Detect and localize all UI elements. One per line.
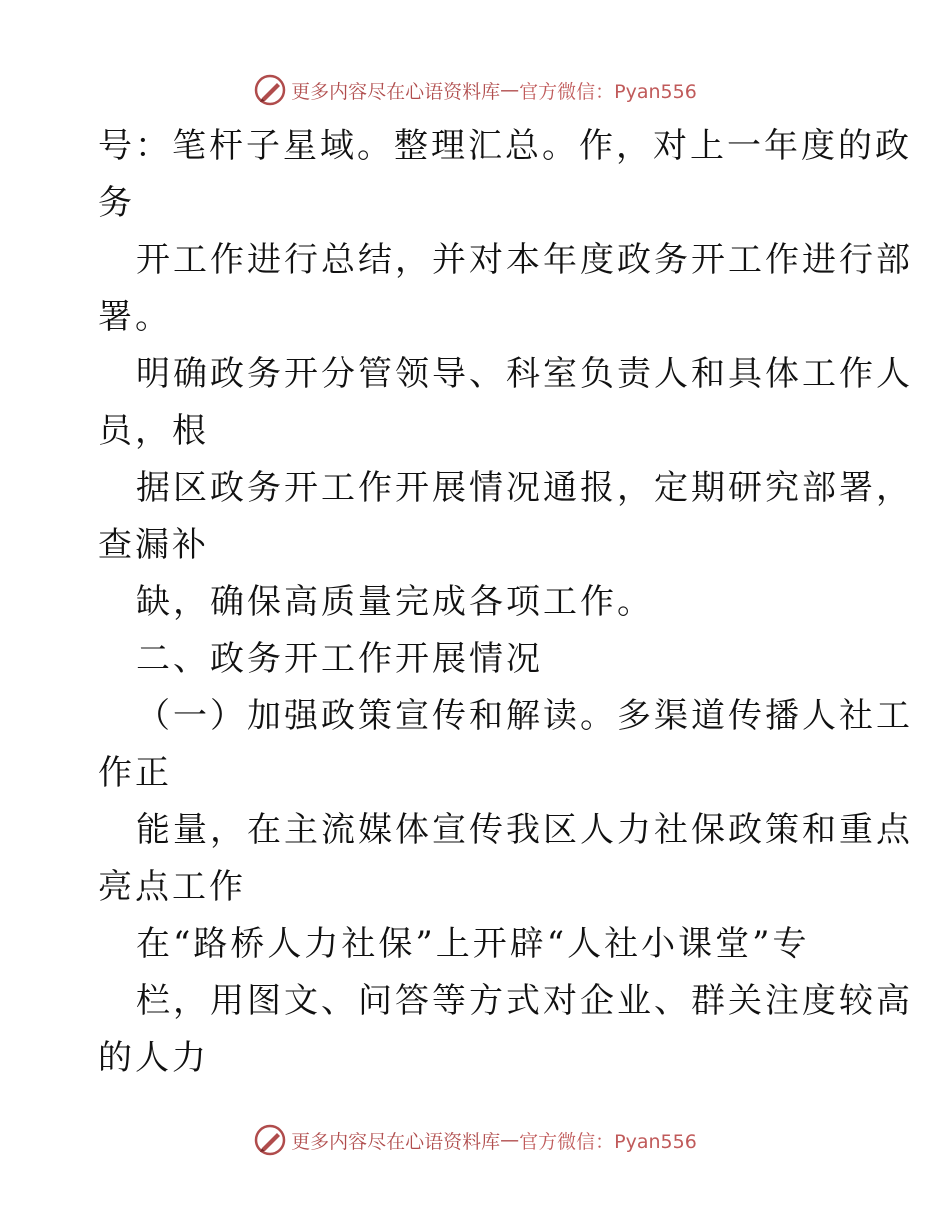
pen-logo-icon — [253, 1123, 287, 1157]
footer-watermark — [0, 1120, 950, 1160]
text-line: 作正 — [98, 753, 172, 793]
pen-logo-icon — [253, 73, 287, 107]
watermark-contact: 官方微信：Pyan556 — [519, 1130, 697, 1153]
watermark-contact: 官方微信：Pyan556 — [519, 80, 697, 103]
text-line: 署。 — [98, 297, 172, 337]
text-line: 查漏补 — [98, 525, 209, 565]
text-line: 栏，用图文、问答等方式对企业、群关注度较高 — [136, 981, 913, 1021]
text-line: 能量，在主流媒体宣传我区人力社保政策和重点 — [136, 810, 913, 850]
section-heading: 二、政务开工作开展情况 — [136, 639, 543, 679]
watermark-separator: — — [500, 1129, 520, 1151]
watermark-text: 更多内容尽在心语资料库 — [291, 1130, 501, 1153]
text-line: 明确政务开分管领导、科室负责人和具体工作人 — [136, 354, 913, 394]
watermark-separator: — — [500, 79, 520, 101]
header-watermark — [0, 70, 950, 110]
text-line: 号：笔杆子星域。整理汇总。作，对上一年度的政 — [98, 126, 912, 166]
text-line: 缺，确保高质量完成各项工作。 — [136, 582, 654, 622]
watermark-text: 更多内容尽在心语资料库 — [291, 80, 501, 103]
text-line: 据区政务开工作开展情况通报，定期研究部署， — [136, 468, 913, 508]
text-line: 在“路桥人力社保”上开辟“人社小课堂”专 — [136, 924, 810, 964]
text-line: 的人力 — [98, 1038, 209, 1078]
text-line: 亮点工作 — [98, 867, 246, 907]
text-line: 员，根 — [98, 411, 209, 451]
document-body — [98, 118, 913, 1087]
text-line: 务 — [98, 183, 135, 223]
text-line: （一）加强政策宣传和解读。多渠道传播人社工 — [136, 696, 913, 736]
text-line: 开工作进行总结，并对本年度政务开工作进行部 — [136, 240, 913, 280]
